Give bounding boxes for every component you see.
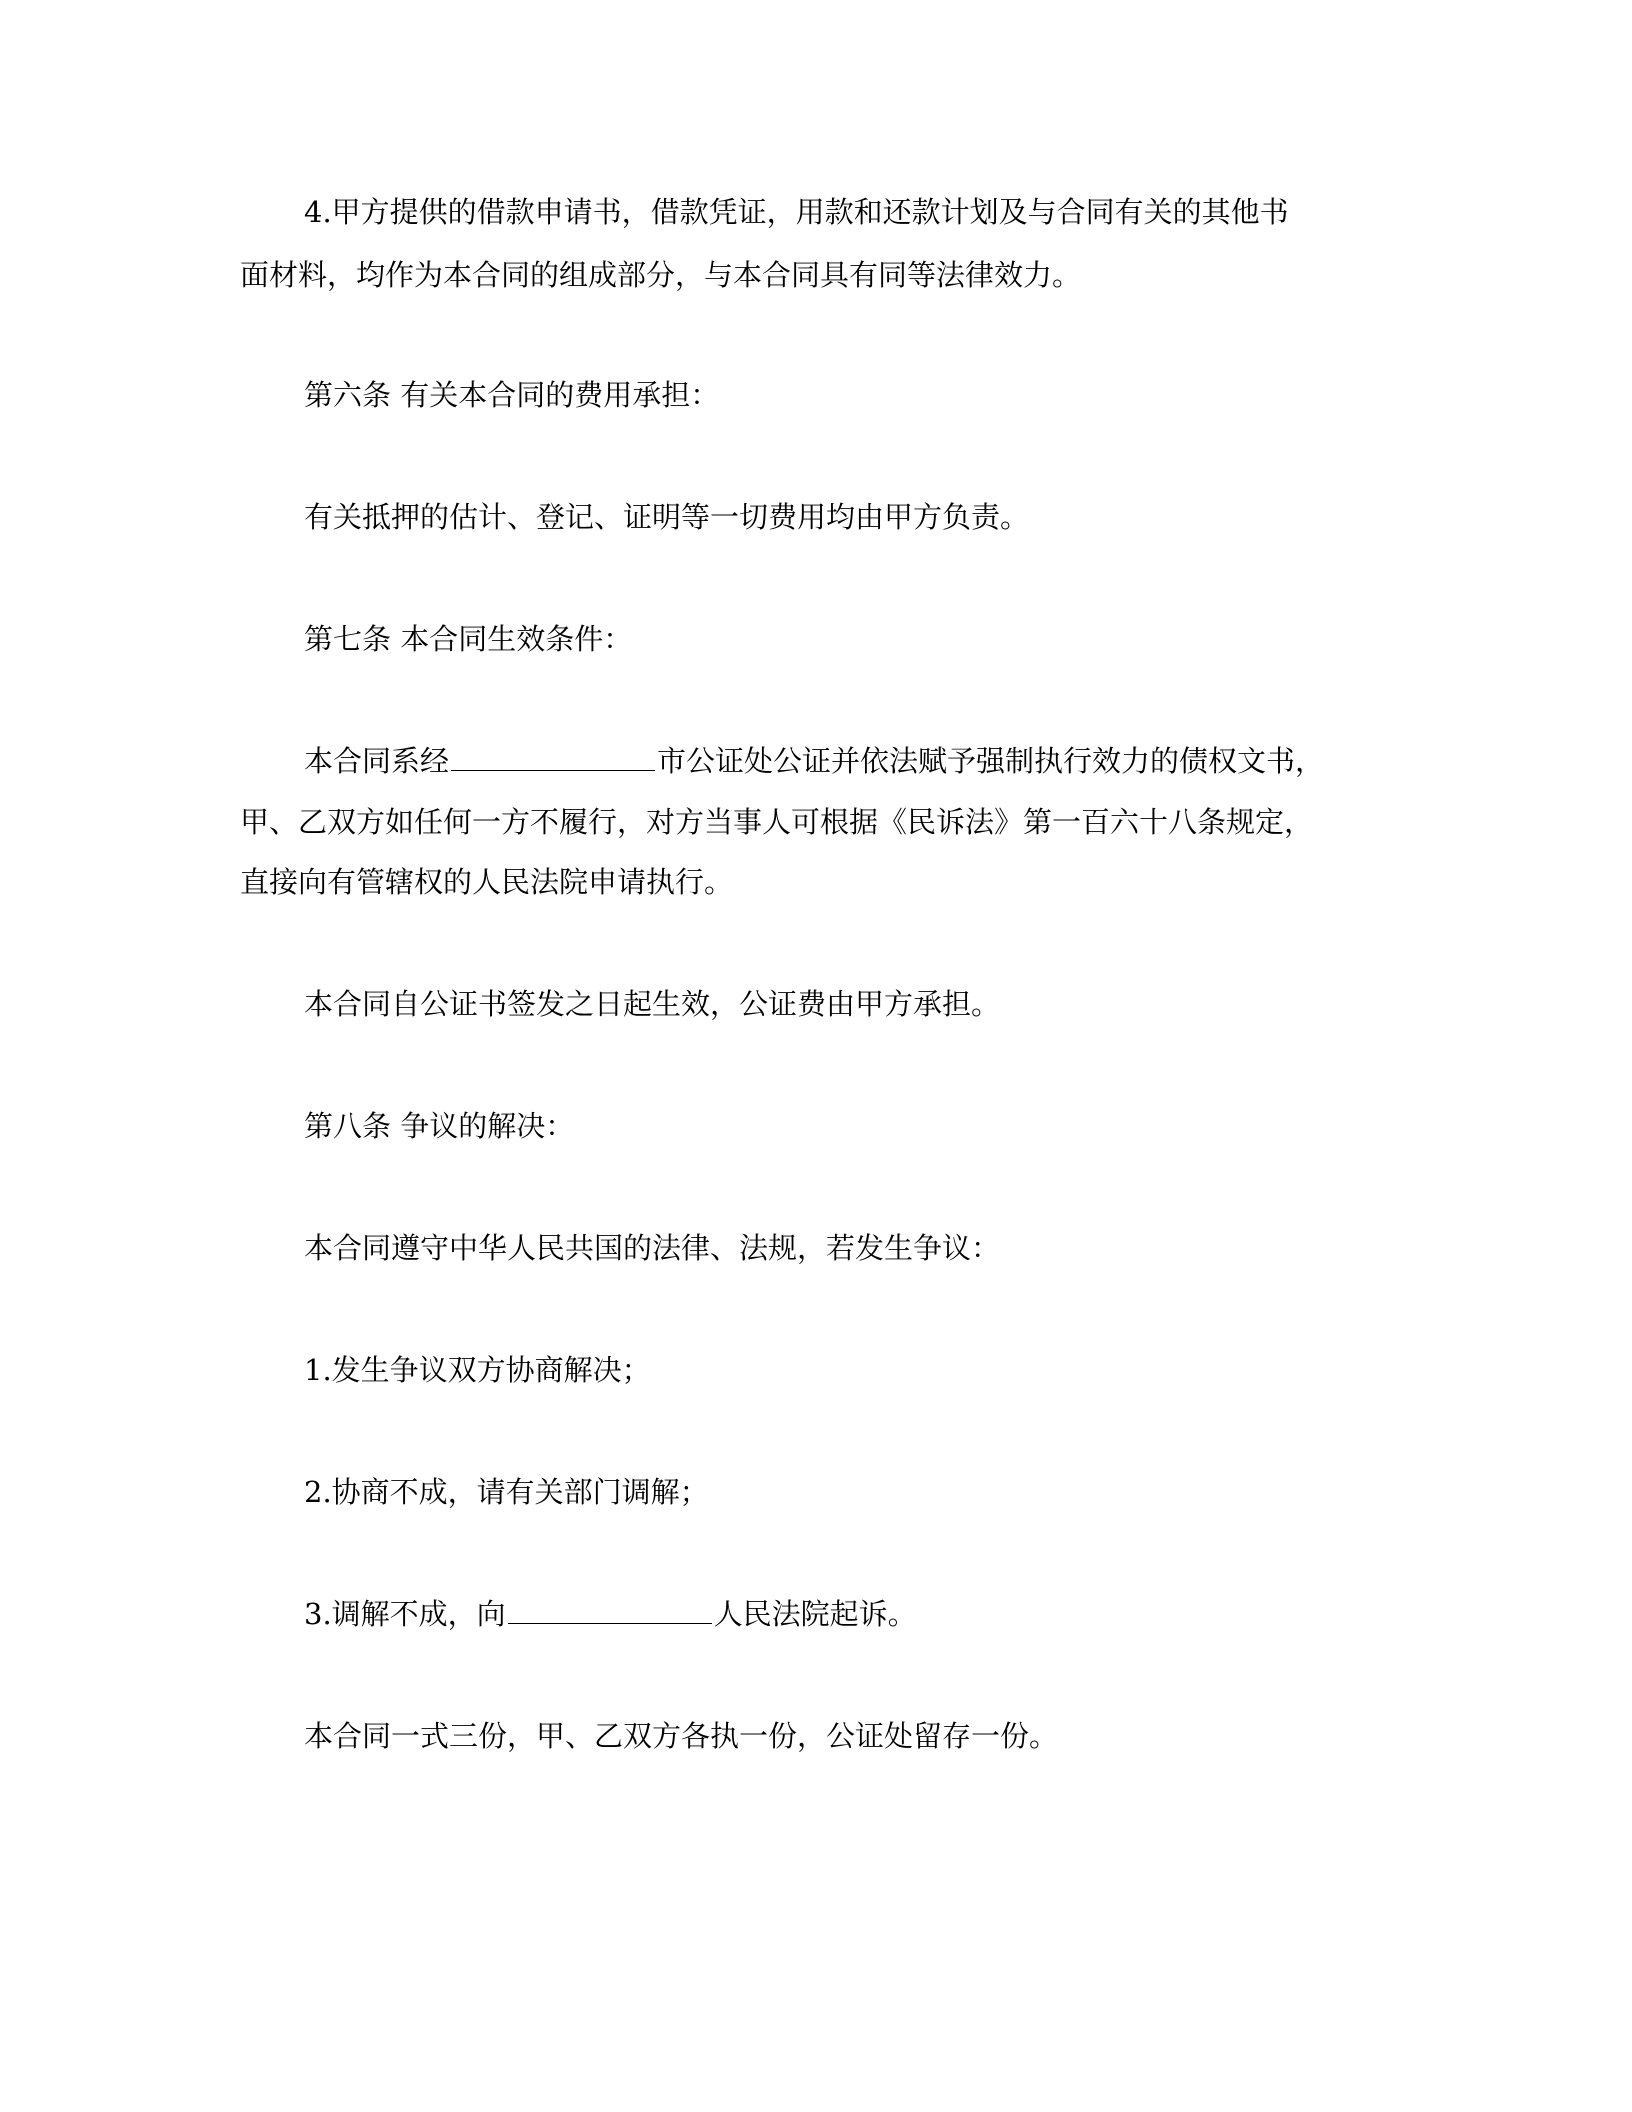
dispute-item-3-text-after-blank: 人民法院起诉。 [713,1597,917,1631]
paragraph-4-line-2: 面材料，均作为本合同的组成部分，与本合同具有同等法律效力。 [240,258,1082,292]
article-8-intro: 本合同遵守中华人民共国的法律、法规，若发生争议： [304,1231,1001,1265]
article-6-text: 有关抵押的估计、登记、证明等一切费用均由甲方负责。 [304,500,1030,534]
article-6-heading: 第六条 有关本合同的费用承担： [304,378,720,412]
dispute-item-3-text-before-blank: 3.调解不成，向 [304,1597,506,1631]
dispute-item-3 [304,1594,1400,1634]
court-fill-blank [508,1595,712,1624]
article-7-effective-clause: 本合同自公证书签发之日起生效，公证费由甲方承担。 [304,987,1001,1021]
closing-clause: 本合同一式三份，甲、乙双方各执一份，公证处留存一份。 [304,1719,1059,1753]
dispute-item-1: 1.发生争议双方协商解决； [304,1353,651,1387]
dispute-item-2: 2.协商不成，请有关部门调解； [304,1475,709,1509]
article-7-text-before-blank: 本合同系经 [304,744,450,778]
article-7-heading: 第七条 本合同生效条件： [304,622,633,656]
article-7-paragraph-line-3: 直接向有管辖权的人民法院申请执行。 [240,865,734,899]
paragraph-4-line-1: 4.甲方提供的借款申请书，借款凭证，用款和还款计划及与合同有关的其他书 [304,195,1289,229]
article-7-text-after-blank: 市公证处公证并依法赋予强制执行效力的债权文书， [657,744,1325,778]
city-fill-blank [451,742,655,771]
article-7-paragraph-line-2: 甲、乙双方如任何一方不履行，对方当事人可根据《民诉法》第一百六十八条规定， [240,805,1314,839]
article-7-paragraph-line-1 [304,741,1400,781]
article-8-heading: 第八条 争议的解决： [304,1109,575,1143]
